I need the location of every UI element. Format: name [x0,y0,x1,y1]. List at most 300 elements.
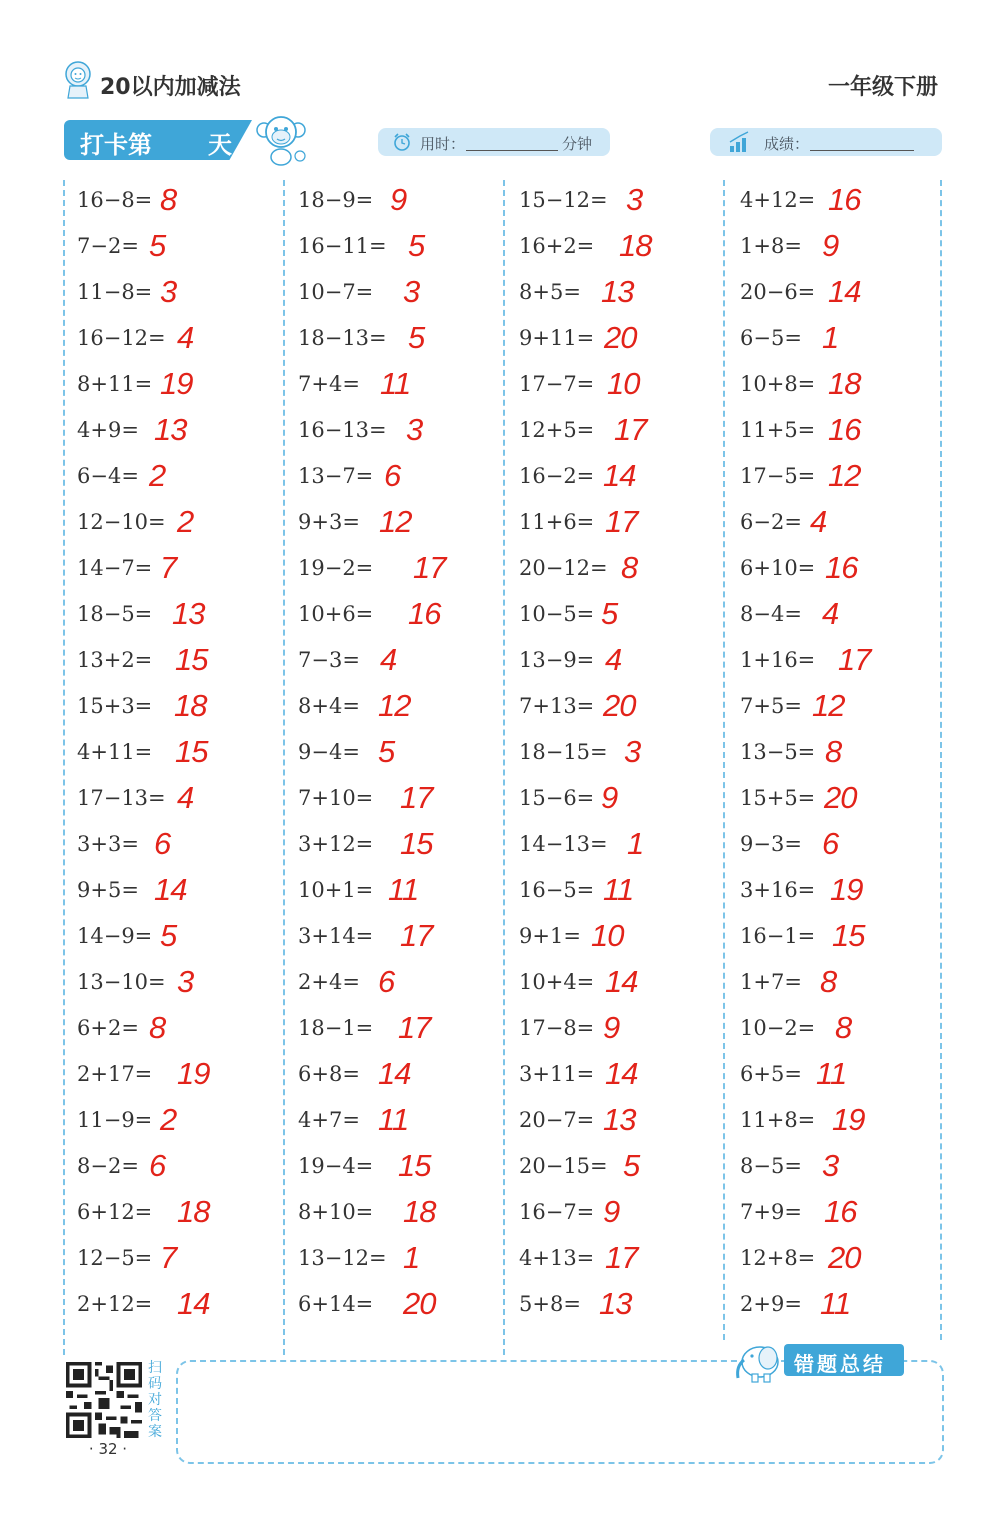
problem-row [740,456,950,502]
problem-row [77,502,287,548]
handwritten-answer[interactable]: 6 [384,458,401,493]
handwritten-answer[interactable]: 11 [388,872,419,907]
problem-expression: 4+11= [77,740,153,764]
handwritten-answer[interactable]: 4 [822,596,839,631]
problem-row [519,824,729,870]
problem-row [519,456,729,502]
monkey-mascot-icon [252,110,310,168]
problem-row [77,226,287,272]
problem-expression: 8+11= [77,372,153,396]
handwritten-answer[interactable]: 13 [154,412,187,447]
handwritten-answer[interactable]: 15 [400,826,433,861]
problem-expression: 3+14= [298,924,374,948]
problem-row [298,272,508,318]
handwritten-answer[interactable]: 10 [591,918,624,953]
handwritten-answer[interactable]: 4 [605,642,622,677]
handwritten-answer[interactable]: 8 [825,734,842,769]
problem-expression: 7+10= [298,786,374,810]
problem-row [298,502,508,548]
problem-row [77,548,287,594]
problem-row [519,226,729,272]
problem-row [77,1284,287,1330]
problem-expression: 1+16= [740,648,816,672]
problem-expression: 18−1= [298,1016,374,1040]
problem-row [77,1054,287,1100]
problem-expression: 10+4= [519,970,595,994]
handwritten-answer[interactable]: 18 [174,688,207,723]
problem-row [298,456,508,502]
problem-expression: 10−2= [740,1016,816,1040]
problem-row [519,272,729,318]
handwritten-answer[interactable]: 16 [408,596,441,631]
problem-row [77,364,287,410]
handwritten-answer[interactable]: 9 [822,228,839,263]
handwritten-answer[interactable]: 15 [175,642,208,677]
problem-expression: 10+1= [298,878,374,902]
problem-row [298,1238,508,1284]
problem-row [77,594,287,640]
handwritten-answer[interactable]: 16 [828,412,861,447]
problem-expression: 18−5= [77,602,153,626]
handwritten-answer[interactable]: 20 [824,780,857,815]
problem-row [740,870,950,916]
problem-expression: 11+8= [740,1108,816,1132]
problem-expression: 2+17= [77,1062,153,1086]
handwritten-answer[interactable]: 5 [623,1148,640,1183]
handwritten-answer[interactable]: 2 [177,504,194,539]
handwritten-answer[interactable]: 12 [812,688,845,723]
handwritten-answer[interactable]: 15 [832,918,865,953]
problem-expression: 10+6= [298,602,374,626]
problem-row [77,640,287,686]
problem-row [77,870,287,916]
problem-expression: 13−10= [77,970,166,994]
score-blank[interactable] [810,150,914,151]
problem-row [519,962,729,1008]
handwritten-answer[interactable]: 5 [160,918,177,953]
problem-row [77,1100,287,1146]
handwritten-answer[interactable]: 5 [408,228,425,263]
handwritten-answer[interactable]: 13 [601,274,634,309]
problem-row [298,962,508,1008]
problem-row [77,824,287,870]
problem-row [740,1238,950,1284]
problem-expression: 6−5= [740,326,802,350]
problem-expression: 3+12= [298,832,374,856]
problem-expression: 6+5= [740,1062,802,1086]
problem-expression: 18−9= [298,188,374,212]
problem-expression: 13−12= [298,1246,387,1270]
problem-row [298,318,508,364]
handwritten-answer[interactable]: 1 [627,826,644,861]
problem-expression: 20−15= [519,1154,608,1178]
problem-row [740,778,950,824]
problem-row [77,1008,287,1054]
handwritten-answer[interactable]: 8 [820,964,837,999]
problem-row [519,1100,729,1146]
problem-row [740,1192,950,1238]
handwritten-answer[interactable]: 8 [621,550,638,585]
elephant-mascot-icon [730,1336,786,1384]
handwritten-answer[interactable]: 17 [605,1240,638,1275]
handwritten-answer[interactable]: 10 [607,366,640,401]
problem-row [77,180,287,226]
problem-row [77,686,287,732]
handwritten-answer[interactable]: 1 [403,1240,420,1275]
problem-expression: 4+7= [298,1108,360,1132]
problem-expression: 20−12= [519,556,608,580]
problem-expression: 14−7= [77,556,153,580]
handwritten-answer[interactable]: 17 [838,642,871,677]
problem-row [740,1100,950,1146]
handwritten-answer[interactable]: 7 [160,1240,177,1275]
handwritten-answer[interactable]: 6 [822,826,839,861]
handwritten-answer[interactable]: 14 [605,964,638,999]
problem-row [740,364,950,410]
handwritten-answer[interactable]: 19 [830,872,863,907]
handwritten-answer[interactable]: 9 [601,780,618,815]
problem-row [298,640,508,686]
problem-row [77,272,287,318]
problem-expression: 11+6= [519,510,595,534]
problem-row [519,732,729,778]
problem-expression: 6+8= [298,1062,360,1086]
problem-expression: 16−13= [298,418,387,442]
problem-expression: 13−7= [298,464,374,488]
problem-row [519,1054,729,1100]
handwritten-answer[interactable]: 5 [149,228,166,263]
problem-row [298,226,508,272]
handwritten-answer[interactable]: 15 [398,1148,431,1183]
handwritten-answer[interactable]: 17 [398,1010,431,1045]
problem-expression: 10+8= [740,372,816,396]
problem-expression: 12−10= [77,510,166,534]
problem-row [740,1054,950,1100]
problem-row [519,180,729,226]
handwritten-answer[interactable]: 3 [160,274,177,309]
problem-row [740,548,950,594]
handwritten-answer[interactable]: 3 [177,964,194,999]
handwritten-answer[interactable]: 6 [378,964,395,999]
handwritten-answer[interactable]: 2 [160,1102,177,1137]
problem-row [77,778,287,824]
handwritten-answer[interactable]: 4 [177,780,194,815]
handwritten-answer[interactable]: 17 [400,780,433,815]
problem-row [298,686,508,732]
problem-row [740,686,950,732]
handwritten-answer[interactable]: 1 [822,320,839,355]
handwritten-answer[interactable]: 13 [599,1286,632,1321]
problem-expression: 17−13= [77,786,166,810]
alarm-clock-icon [392,132,412,152]
handwritten-answer[interactable]: 8 [160,182,177,217]
handwritten-answer[interactable]: 3 [403,274,420,309]
problem-row [77,1238,287,1284]
problem-expression: 3+3= [77,832,139,856]
handwritten-answer[interactable]: 13 [172,596,205,631]
problem-row [740,732,950,778]
problem-expression: 16−12= [77,326,166,350]
problem-row [519,686,729,732]
problem-expression: 8−2= [77,1154,139,1178]
problem-row [740,410,950,456]
problem-row [740,916,950,962]
handwritten-answer[interactable]: 20 [828,1240,861,1275]
problem-row [298,732,508,778]
problem-row [519,364,729,410]
handwritten-answer[interactable]: 20 [603,688,636,723]
problem-expression: 5+8= [519,1292,581,1316]
problem-row [298,824,508,870]
problem-expression: 9+5= [77,878,139,902]
problem-expression: 2+9= [740,1292,802,1316]
problem-row [298,870,508,916]
handwritten-answer[interactable]: 19 [177,1056,210,1091]
problem-expression: 13−9= [519,648,595,672]
handwritten-answer[interactable]: 2 [149,458,166,493]
problem-row [519,1146,729,1192]
problem-expression: 19−4= [298,1154,374,1178]
handwritten-answer[interactable]: 19 [832,1102,865,1137]
problem-row [519,916,729,962]
problem-row [519,410,729,456]
problem-expression: 7−2= [77,234,139,258]
handwritten-answer[interactable]: 16 [828,182,861,217]
problem-expression: 1+7= [740,970,802,994]
problem-expression: 4+12= [740,188,816,212]
handwritten-answer[interactable]: 11 [378,1102,409,1137]
problem-expression: 16−2= [519,464,595,488]
problem-row [298,180,508,226]
handwritten-answer[interactable]: 14 [154,872,187,907]
grade-label: 一年级下册 [827,75,938,100]
handwritten-answer[interactable]: 11 [816,1056,847,1091]
handwritten-answer[interactable]: 20 [403,1286,436,1321]
handwritten-answer[interactable]: 13 [603,1102,636,1137]
problem-expression: 12−5= [77,1246,153,1270]
handwritten-answer[interactable]: 4 [810,504,827,539]
bar-chart-icon [728,130,752,154]
handwritten-answer[interactable]: 20 [604,320,637,355]
handwritten-answer[interactable]: 4 [380,642,397,677]
problem-expression: 2+12= [77,1292,153,1316]
problem-expression: 9+3= [298,510,360,534]
handwritten-answer[interactable]: 17 [605,504,638,539]
handwritten-answer[interactable]: 11 [603,872,634,907]
page-number: · 32 · [88,1440,128,1458]
problem-row [77,916,287,962]
handwritten-answer[interactable]: 17 [400,918,433,953]
handwritten-answer[interactable]: 17 [413,550,446,585]
problem-expression: 4+9= [77,418,139,442]
problem-expression: 12+8= [740,1246,816,1270]
problem-row [740,594,950,640]
time-unit: 分钟 [562,135,593,153]
problem-row [740,640,950,686]
problem-expression: 6−4= [77,464,139,488]
handwritten-answer[interactable]: 14 [828,274,861,309]
handwritten-answer[interactable]: 9 [603,1194,620,1229]
problem-expression: 20−7= [519,1108,595,1132]
problem-expression: 18−15= [519,740,608,764]
handwritten-answer[interactable]: 9 [603,1010,620,1045]
problem-row [740,1284,950,1330]
problem-expression: 16−7= [519,1200,595,1224]
handwritten-answer[interactable]: 8 [835,1010,852,1045]
problem-expression: 15−12= [519,188,608,212]
handwritten-answer[interactable]: 18 [177,1194,210,1229]
problem-row [298,1146,508,1192]
problem-expression: 16−1= [740,924,816,948]
problem-row [298,916,508,962]
column-divider [63,180,65,1355]
problem-expression: 11+5= [740,418,816,442]
problem-expression: 11−8= [77,280,153,304]
handwritten-answer[interactable]: 18 [619,228,652,263]
problem-row [519,870,729,916]
problem-expression: 6+10= [740,556,816,580]
handwritten-answer[interactable]: 6 [149,1148,166,1183]
handwritten-answer[interactable]: 18 [403,1194,436,1229]
problem-expression: 15+3= [77,694,153,718]
time-label: 用时： [420,135,466,153]
problem-row [77,318,287,364]
problem-row [298,548,508,594]
handwritten-answer[interactable]: 11 [820,1286,851,1321]
problem-row [740,962,950,1008]
handwritten-answer[interactable]: 6 [154,826,171,861]
banner-label-suffix: 天 [208,131,232,159]
problem-expression: 7+5= [740,694,802,718]
problem-expression: 16+2= [519,234,595,258]
problem-row [298,594,508,640]
problem-row [519,1284,729,1330]
banner-label-prefix: 打卡第 [80,131,152,159]
handwritten-answer[interactable]: 14 [378,1056,411,1091]
problem-row [298,1054,508,1100]
problem-row [77,732,287,778]
problem-expression: 15+5= [740,786,816,810]
problem-row [740,1008,950,1054]
handwritten-answer[interactable]: 12 [379,504,412,539]
problem-expression: 7+4= [298,372,360,396]
scan-for-answers-label: 扫码对答案 [148,1360,162,1440]
problem-expression: 18−13= [298,326,387,350]
problem-expression: 9−3= [740,832,802,856]
problem-row [519,502,729,548]
handwritten-answer[interactable]: 17 [614,412,647,447]
lion-logo-icon [62,60,94,100]
time-blank[interactable] [466,150,558,151]
handwritten-answer[interactable]: 19 [160,366,193,401]
problem-row [298,1100,508,1146]
problem-expression: 16−8= [77,188,153,212]
handwritten-answer[interactable]: 11 [380,366,411,401]
problem-expression: 15−6= [519,786,595,810]
problem-expression: 14−9= [77,924,153,948]
problem-expression: 10−5= [519,602,595,626]
problem-expression: 3+16= [740,878,816,902]
handwritten-answer[interactable]: 3 [626,182,643,217]
problem-row [740,824,950,870]
problem-row [298,1192,508,1238]
problem-expression: 11−9= [77,1108,153,1132]
problem-row [77,1192,287,1238]
mistake-summary-label: 错题总结 [794,1352,886,1376]
handwritten-answer[interactable]: 14 [605,1056,638,1091]
problem-expression: 8−4= [740,602,802,626]
handwritten-answer[interactable]: 12 [828,458,861,493]
problem-expression: 13+2= [77,648,153,672]
problem-row [519,778,729,824]
problem-expression: 19−2= [298,556,374,580]
problem-row [77,962,287,1008]
problem-row [298,410,508,456]
handwritten-answer[interactable]: 16 [825,550,858,585]
problem-row [740,502,950,548]
problem-row [519,1192,729,1238]
handwritten-answer[interactable]: 18 [828,366,861,401]
handwritten-answer[interactable]: 3 [624,734,641,769]
problem-expression: 1+8= [740,234,802,258]
problem-expression: 7+9= [740,1200,802,1224]
problem-expression: 17−7= [519,372,595,396]
problem-expression: 8+4= [298,694,360,718]
handwritten-answer[interactable]: 5 [601,596,618,631]
problem-expression: 4+13= [519,1246,595,1270]
problem-expression: 6+2= [77,1016,139,1040]
problem-row [519,1008,729,1054]
handwritten-answer[interactable]: 5 [408,320,425,355]
handwritten-answer[interactable]: 14 [177,1286,210,1321]
handwritten-answer[interactable]: 7 [160,550,177,585]
problem-row [519,1238,729,1284]
problem-row [740,318,950,364]
score-label: 成绩： [764,135,810,153]
problem-row [77,410,287,456]
handwritten-answer[interactable]: 3 [822,1148,839,1183]
problem-expression: 17−8= [519,1016,595,1040]
problem-expression: 16−5= [519,878,595,902]
problem-expression: 9+1= [519,924,581,948]
handwritten-answer[interactable]: 5 [378,734,395,769]
handwritten-answer[interactable]: 3 [406,412,423,447]
problem-expression: 13−5= [740,740,816,764]
problem-row [298,778,508,824]
handwritten-answer[interactable]: 12 [378,688,411,723]
handwritten-answer[interactable]: 14 [603,458,636,493]
problem-row [740,272,950,318]
problem-row [298,1008,508,1054]
handwritten-answer[interactable]: 8 [149,1010,166,1045]
problem-row [519,318,729,364]
problem-expression: 8+10= [298,1200,374,1224]
handwritten-answer[interactable]: 4 [177,320,194,355]
problem-row [740,226,950,272]
handwritten-answer[interactable]: 15 [175,734,208,769]
problem-expression: 7−3= [298,648,360,672]
problem-row [298,364,508,410]
problem-expression: 10−7= [298,280,374,304]
problem-expression: 16−11= [298,234,387,258]
problem-row [519,548,729,594]
problem-expression: 9+11= [519,326,595,350]
problem-expression: 14−13= [519,832,608,856]
handwritten-answer[interactable]: 9 [390,182,407,217]
qr-code-icon[interactable] [64,1362,144,1438]
handwritten-answer[interactable]: 16 [824,1194,857,1229]
problem-row [77,456,287,502]
